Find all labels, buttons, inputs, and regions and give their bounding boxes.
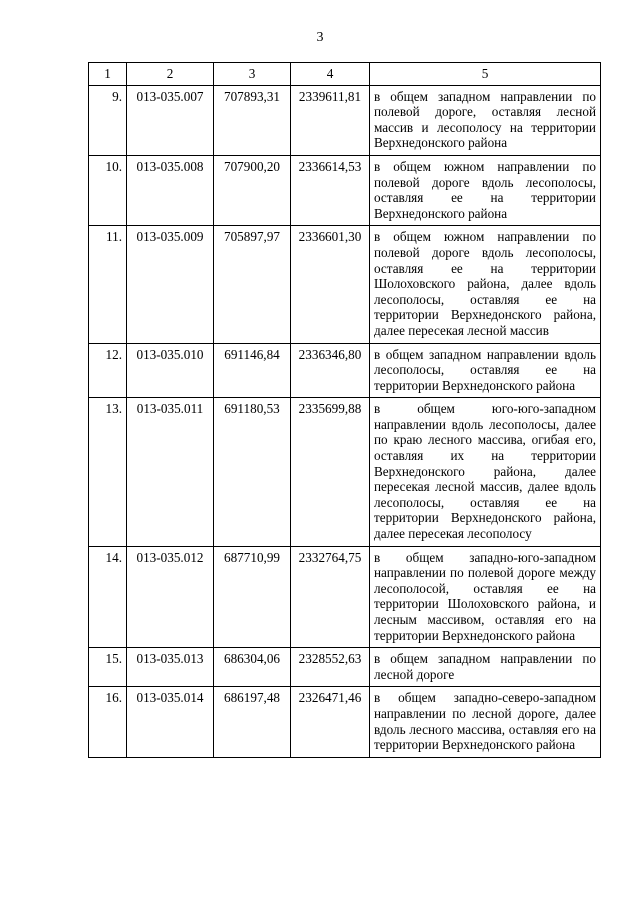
- coordinate-y: 2336346,80: [291, 343, 370, 398]
- coordinate-y: 2336614,53: [291, 155, 370, 225]
- boundary-points-table: [88, 62, 601, 758]
- point-code: 013-035.014: [127, 687, 214, 757]
- row-number: 12.: [89, 343, 127, 398]
- point-code: 013-035.013: [127, 648, 214, 687]
- table-row: [89, 546, 601, 648]
- coordinate-x: 705897,97: [214, 226, 291, 343]
- column-header-1: 1: [89, 63, 127, 86]
- coordinate-x: 707893,31: [214, 85, 291, 155]
- coordinate-x: 687710,99: [214, 546, 291, 648]
- coordinate-y: 2332764,75: [291, 546, 370, 648]
- table-row: [89, 398, 601, 546]
- row-number: 15.: [89, 648, 127, 687]
- point-code: 013-035.009: [127, 226, 214, 343]
- table-row: [89, 687, 601, 757]
- route-description: в общем западно-северо-западном направлении по лесной дороге, далее вдоль лесного массива, оставляя его на территории Верхнедонского района: [370, 687, 601, 757]
- coordinate-y: 2326471,46: [291, 687, 370, 757]
- point-code: 013-035.007: [127, 85, 214, 155]
- column-header-2: 2: [127, 63, 214, 86]
- table-row: [89, 648, 601, 687]
- route-description: в общем западном направлении вдоль лесополосы, оставляя ее на территории Верхнедонского района: [370, 343, 601, 398]
- row-number: 14.: [89, 546, 127, 648]
- route-description: в общем западном направлении по полевой дороге, оставляя лесной массив и лесополосу на территории Верхнедонского района: [370, 85, 601, 155]
- point-code: 013-035.010: [127, 343, 214, 398]
- table-row: [89, 155, 601, 225]
- point-code: 013-035.012: [127, 546, 214, 648]
- route-description: в общем южном направлении по полевой дороге вдоль лесополосы, оставляя ее на территории Верхнедонского района: [370, 155, 601, 225]
- coordinate-x: 707900,20: [214, 155, 291, 225]
- table-row: [89, 343, 601, 398]
- page-number: 3: [316, 30, 324, 45]
- coordinate-y: 2339611,81: [291, 85, 370, 155]
- row-number: 9.: [89, 85, 127, 155]
- route-description: в общем западно-юго-западном направлении по полевой дороге между лесополосой, оставляя ее на территории Шолоховского района, и лесным массивом, оставляя его на территории Верхнедонского района: [370, 546, 601, 648]
- coordinate-x: 686197,48: [214, 687, 291, 757]
- column-header-3: 3: [214, 63, 291, 86]
- point-code: 013-035.008: [127, 155, 214, 225]
- coordinate-x: 686304,06: [214, 648, 291, 687]
- row-number: 11.: [89, 226, 127, 343]
- route-description: в общем южном направлении по полевой дороге вдоль лесополосы, оставляя ее на территории Шолоховского района, далее вдоль лесополосы, оставляя ее на территории Верхнедонского района, далее пересекая лесной массив: [370, 226, 601, 343]
- row-number: 16.: [89, 687, 127, 757]
- coordinate-x: 691146,84: [214, 343, 291, 398]
- point-code: 013-035.011: [127, 398, 214, 546]
- row-number: 10.: [89, 155, 127, 225]
- route-description: в общем западном направлении по лесной дороге: [370, 648, 601, 687]
- coordinate-y: 2335699,88: [291, 398, 370, 546]
- coordinate-y: 2328552,63: [291, 648, 370, 687]
- coordinate-y: 2336601,30: [291, 226, 370, 343]
- table-row: [89, 85, 601, 155]
- column-header-4: 4: [291, 63, 370, 86]
- coordinate-x: 691180,53: [214, 398, 291, 546]
- column-header-5: 5: [370, 63, 601, 86]
- table-header-row: [89, 63, 601, 86]
- table-row: [89, 226, 601, 343]
- row-number: 13.: [89, 398, 127, 546]
- route-description: в общем юго-юго-западном направлении вдоль лесополосы, далее по краю лесного массива, огибая его, оставляя их на территории Верхнедонского района, далее пересекая лесной массив, далее вдоль лесополосы, оставляя ее на территории Верхнедонского района, далее пересекая лесополосу: [370, 398, 601, 546]
